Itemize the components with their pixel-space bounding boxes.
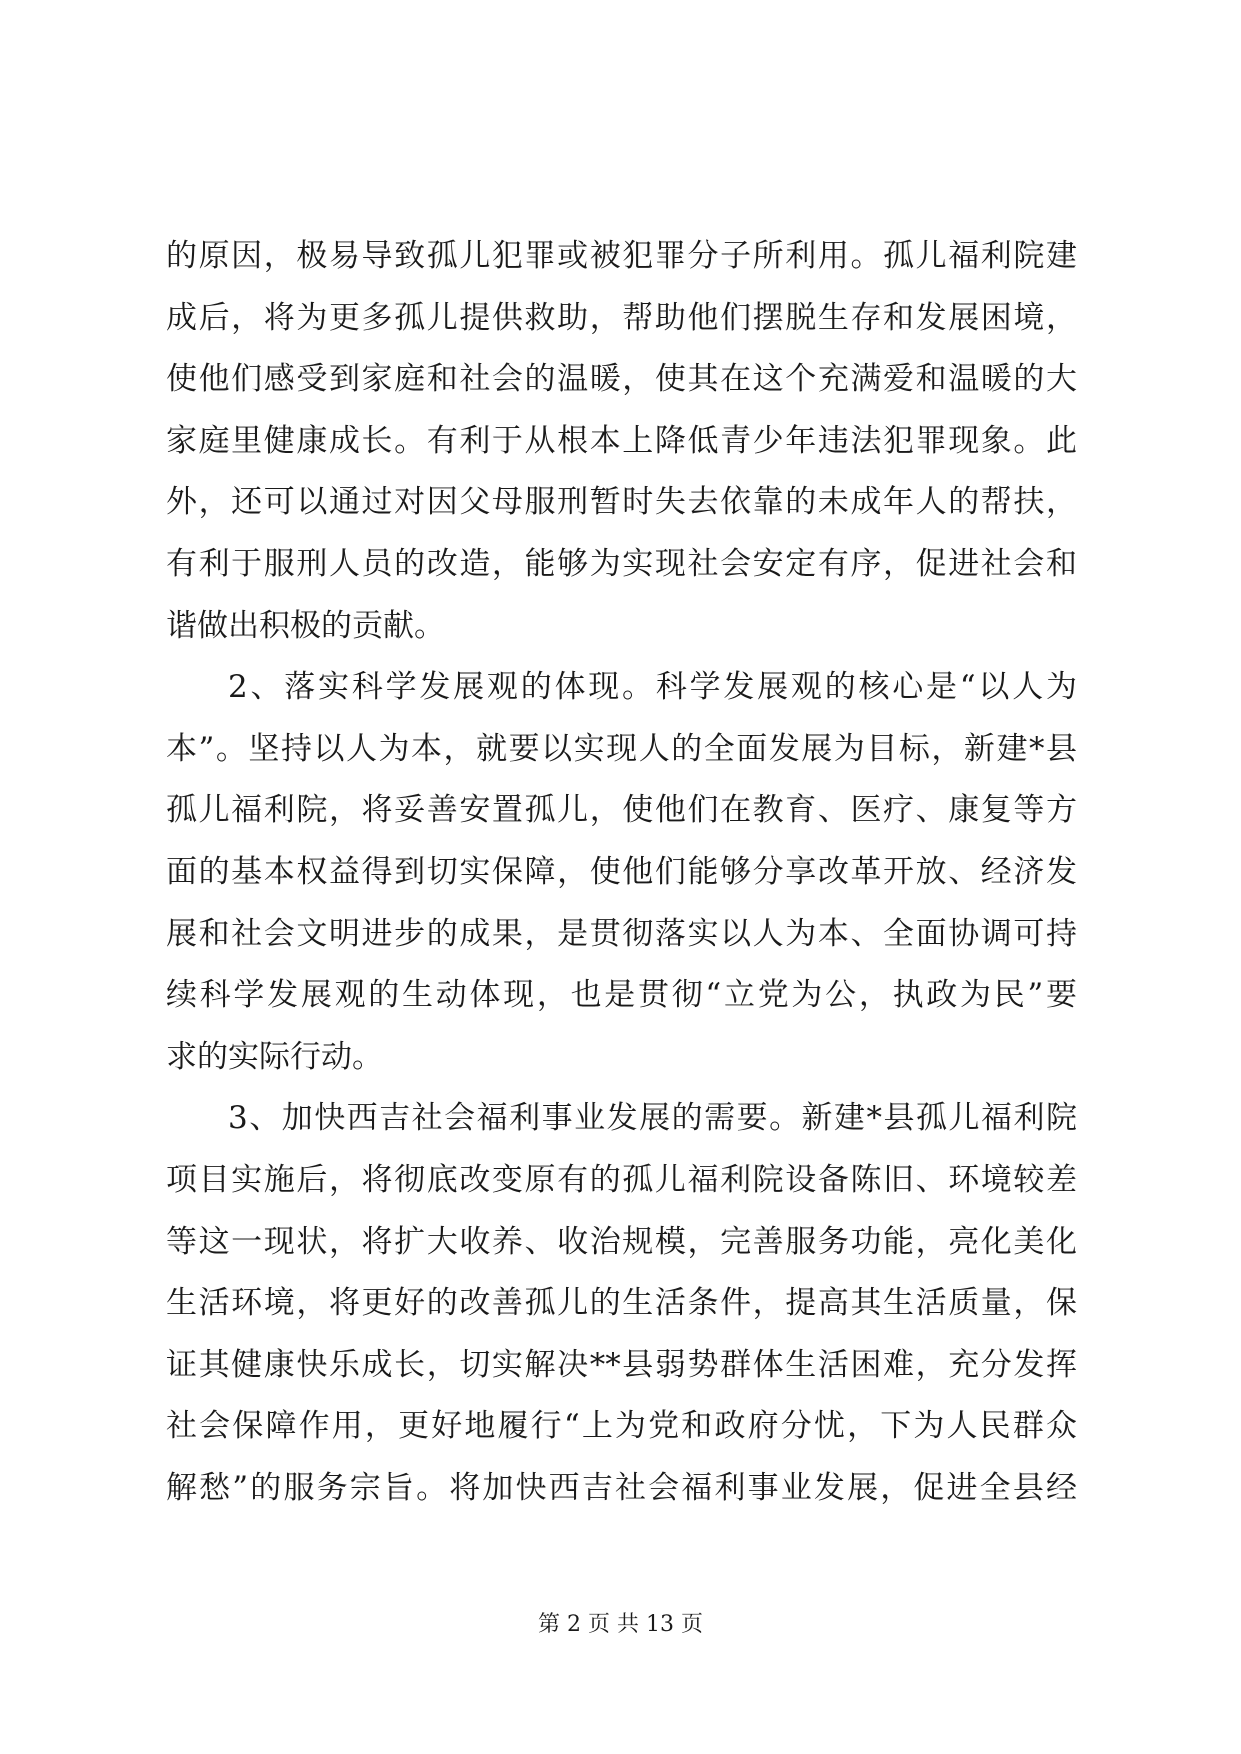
text-line: 续科学发展观的生动体现，也是贯彻“立党为公，执政为民”要 [166,977,1077,1014]
text-line: 成后，将为更多孤儿提供救助，帮助他们摆脱生存和发展困境， [166,299,1077,336]
text-line: 谐做出积极的贡献。 [166,607,445,644]
text-line: 解愁”的服务宗旨。将加快西吉社会福利事业发展，促进全县经 [166,1469,1077,1506]
body-text [166,226,1077,1519]
text-line: 项目实施后，将彻底改变原有的孤儿福利院设备陈旧、环境较差 [166,1161,1077,1198]
text-line: 有利于服刑人员的改造，能够为实现社会安定有序，促进社会和 [166,545,1077,582]
text-line: 孤儿福利院，将妥善安置孤儿，使他们在教育、医疗、康复等方 [166,792,1077,829]
text-line: 面的基本权益得到切实保障，使他们能够分享改革开放、经济发 [166,853,1077,890]
text-line: 的原因，极易导致孤儿犯罪或被犯罪分子所利用。孤儿福利院建 [166,238,1077,274]
text-line: 使他们感受到家庭和社会的温暖，使其在这个充满爱和温暖的大 [166,361,1077,398]
page-number-footer: 第 2 页 共 13 页 [538,1612,703,1637]
text-line: 等这一现状，将扩大收养、收治规模，完善服务功能，亮化美化 [166,1223,1077,1260]
text-line: 社会保障作用，更好地履行“上为党和政府分忧，下为人民群众 [166,1408,1077,1445]
text-line: 展和社会文明进步的成果，是贯彻落实以人为本、全面协调可持 [166,915,1077,952]
text-line: 求的实际行动。 [166,1038,383,1075]
text-line: 生活环境，将更好的改善孤儿的生活条件，提高其生活质量，保 [166,1285,1077,1322]
text-line: 本”。坚持以人为本，就要以实现人的全面发展为目标，新建*县 [166,730,1077,767]
text-line: 外，还可以通过对因父母服刑暂时失去依靠的未成年人的帮扶， [166,484,1077,521]
text-line: 家庭里健康成长。有利于从根本上降低青少年违法犯罪现象。此 [166,422,1077,459]
text-line: 证其健康快乐成长，切实解决**县弱势群体生活困难，充分发挥 [166,1346,1077,1383]
text-line: 2、落实科学发展观的体现。科学发展观的核心是“以人为 [228,669,1077,706]
text-line: 3、加快西吉社会福利事业发展的需要。新建*县孤儿福利院 [228,1100,1077,1137]
